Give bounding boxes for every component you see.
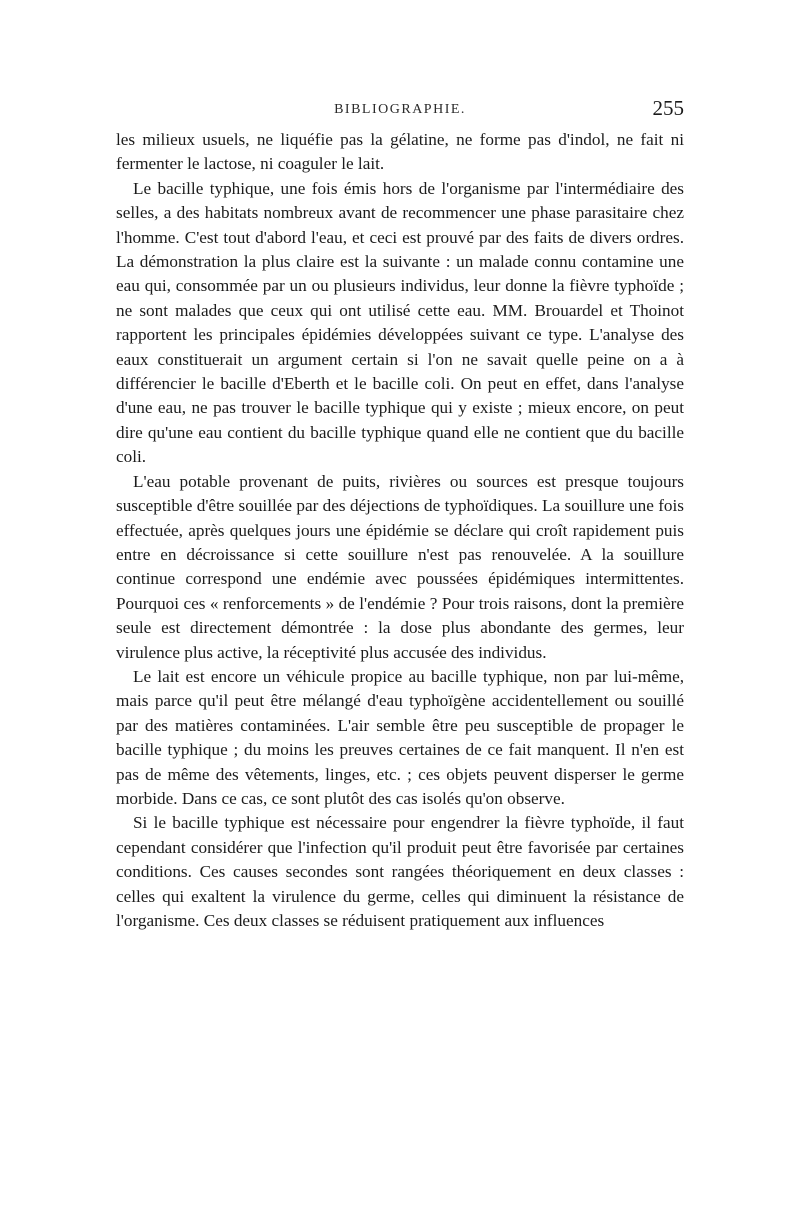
running-title: BIBLIOGRAPHIE.	[334, 102, 466, 117]
body-text	[116, 128, 684, 933]
paragraph-secondary-causes: Si le bacille typhique est nécessaire pour engendrer la fièvre typhoïde, il faut cependant considérer que l'infection qu'il produit peut être favorisée par certaines conditions. Ces causes secondes sont rangées théoriquement en deux classes : celles qui exaltent la virulence du germe, celles qui diminuent la résistance de l'organisme. Ces deux classes se réduisent pratiquement aux influences	[116, 813, 684, 930]
paragraph-milk-air: Le lait est encore un véhicule propice au bacille typhique, non par lui-même, mais parce qu'il peut être mélangé d'eau typhoïgène accidentellement ou souillé par des matières contaminées. L'air semble être peu susceptible de propager le bacille typhique ; du moins les preuves certaines de ce fait manquent. Il n'en est pas de même des vêtements, linges, etc. ; ces objets peuvent disperser le germe morbide. Dans ce cas, ce sont plutôt des cas isolés qu'on observe.	[116, 666, 684, 808]
paragraph-drinking-water: L'eau potable provenant de puits, rivières ou sources est presque toujours susceptible d'être souillée par des déjections de typhoïdiques. La souillure une fois effectuée, après quelques jours une épidémie se déclare qui croît rapidement puis entre en décroissance si cette souillure n'est pas renouvelée. A la souillure continue correspond une endémie avec poussées épidémiques intermittentes. Pourquoi ces « renforcements » de l'endémie ? Pour trois raisons, dont la première seule est directement démontrée : la dose plus abondante des germes, leur virulence plus active, la réceptivité plus accusée des individus.	[116, 471, 684, 662]
running-header	[116, 96, 684, 124]
paragraph-continuation: les milieux usuels, ne liquéfie pas la gélatine, ne forme pas d'indol, ne fait ni fermenter le lactose, ni coaguler le lait.	[116, 130, 684, 174]
page-number: 255	[652, 96, 684, 120]
paragraph-water-habitat: Le bacille typhique, une fois émis hors de l'organisme par l'intermédiaire des selles, a des habitats nombreux avant de recommencer une phase parasitaire chez l'homme. C'est tout d'abord l'eau, et ceci est prouvé par des faits de divers ordres. La démonstration la plus claire est la suivante : un malade connu contamine une eau qui, consommée par un ou plusieurs individus, leur donne la fièvre typhoïde ; ne sont malades que ceux qui ont utilisé cette eau. MM. Brouardel et Thoinot rapportent les principales épidémies développées suivant ce type. L'analyse des eaux constituerait un argument certain si l'on ne savait quelle peine on a à différencier le bacille d'Eberth et le bacille coli. On peut en effet, dans l'analyse d'une eau, ne pas trouver le bacille typhique qui y existe ; mieux encore, on peut dire qu'une eau contient du bacille typhique quand elle ne contient que du bacille coli.	[116, 178, 684, 467]
